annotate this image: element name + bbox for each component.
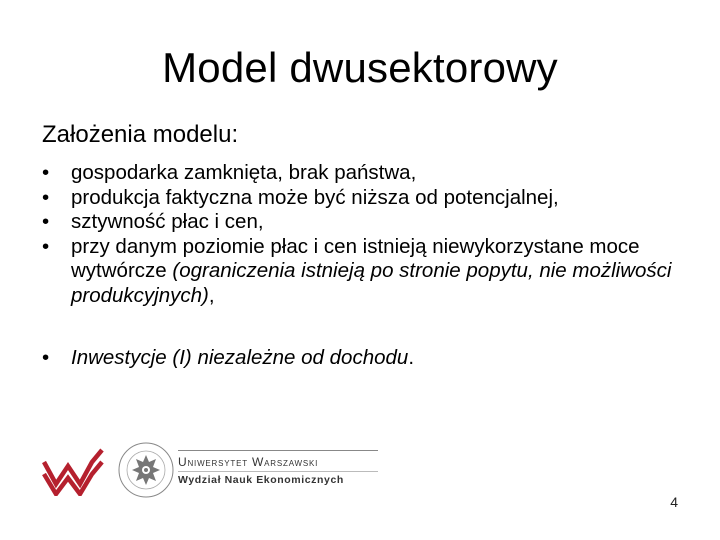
bullet-marker: • xyxy=(42,185,50,209)
bullet-text-tail: . xyxy=(408,346,415,369)
slide-subtitle: Założenia modelu: xyxy=(42,121,239,148)
university-wordmark xyxy=(178,450,378,487)
page-number: 4 xyxy=(670,494,678,510)
bullet-item xyxy=(42,186,702,211)
bullet-text: przy danym poziomie płac i cen istnieją niewykorzystane moce wytwórcze xyxy=(71,234,640,282)
bullet-text-tail: , xyxy=(208,283,215,307)
slide-title: Model dwusektorowy xyxy=(162,44,558,91)
university-seal-icon xyxy=(116,440,176,500)
bullet-marker: • xyxy=(42,161,50,184)
bullet-item xyxy=(42,210,702,235)
bullet-text: gospodarka zamknięta, brak państwa, xyxy=(71,161,417,184)
bullet-text: sztywność płac i cen, xyxy=(71,210,264,233)
university-name: Uniwersytet Warszawski xyxy=(178,455,319,469)
bullet-text: produkcja faktyczna może być niższa od potencjalnej, xyxy=(71,185,559,209)
bullet-marker: • xyxy=(42,234,50,258)
bullet-item xyxy=(42,235,702,309)
bullet-text-italic: (ograniczenia istnieją po stronie popytu, nie możliwości produkcyjnych) xyxy=(71,259,672,307)
bullet-marker: • xyxy=(42,346,50,369)
bullet-marker: • xyxy=(42,210,50,233)
bullet-item xyxy=(42,161,702,186)
bullet-text-italic: Inwestycje (I) niezależne od dochodu xyxy=(71,346,409,369)
faculty-name: Wydział Nauk Ekonomicznych xyxy=(178,471,378,487)
bullet-item xyxy=(42,346,702,371)
faculty-logo xyxy=(40,440,370,500)
wave-logo-icon xyxy=(40,444,106,496)
bullet-list xyxy=(42,161,702,371)
